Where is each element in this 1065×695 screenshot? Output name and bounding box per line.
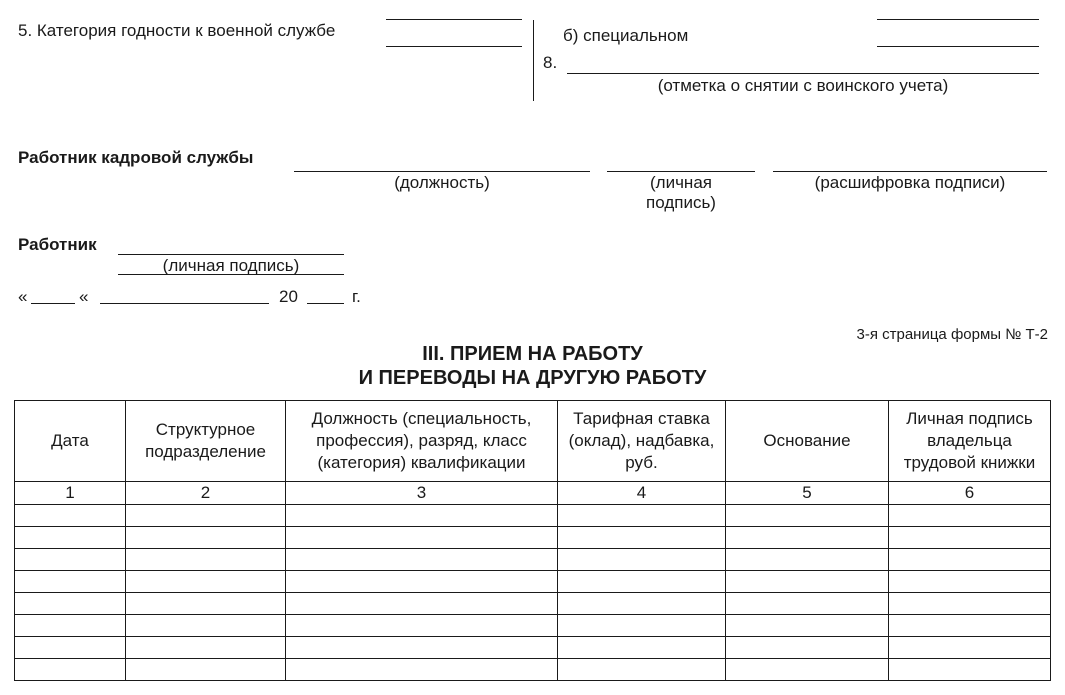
table-cell[interactable] [286,637,558,659]
hr-decoding-line[interactable] [773,171,1047,172]
item-b-label: б) специальном [563,26,689,45]
column-number: 4 [558,482,726,505]
date-day-line[interactable] [31,303,75,304]
table-row [15,593,1051,615]
table-cell[interactable] [126,659,286,681]
table-cell[interactable] [558,659,726,681]
table-cell[interactable] [889,571,1051,593]
column-number-row [15,482,1051,505]
category-field-line-2[interactable] [386,46,522,47]
hr-signature-caption-line1: (личная [650,173,712,192]
column-divider [533,20,534,101]
header-date: Дата [15,401,126,482]
table-cell[interactable] [558,571,726,593]
table-cell[interactable] [889,505,1051,527]
table-row [15,505,1051,527]
table-cell[interactable] [15,549,126,571]
date-year-suffix: г. [352,287,361,306]
date-quote-open: « [18,287,28,306]
employee-signature-line[interactable] [118,254,344,255]
table-cell[interactable] [558,505,726,527]
table-cell[interactable] [558,615,726,637]
table-cell[interactable] [126,637,286,659]
table-cell[interactable] [889,637,1051,659]
table-cell[interactable] [558,637,726,659]
table-cell[interactable] [889,593,1051,615]
hr-signature-caption-line2: подпись) [646,193,716,212]
table-cell[interactable] [126,505,286,527]
page-note: 3-я страница формы № Т-2 [856,326,1048,343]
table-cell[interactable] [286,593,558,615]
table-cell[interactable] [126,527,286,549]
header-position: Должность (специальность, профессия), разряд, класс (категория) квалификации [286,401,558,482]
table-cell[interactable] [889,615,1051,637]
header-signature: Личная подпись владельца трудовой книжки [889,401,1051,482]
column-number: 1 [15,482,126,505]
date-quote-close: « [79,287,89,306]
table-cell[interactable] [286,571,558,593]
table-cell[interactable] [126,549,286,571]
column-number: 5 [726,482,889,505]
table-cell[interactable] [558,593,726,615]
table-cell[interactable] [558,527,726,549]
table-cell[interactable] [15,593,126,615]
table-cell[interactable] [15,659,126,681]
table-row [15,527,1051,549]
special-field-line-2[interactable] [877,46,1039,47]
date-month-line[interactable] [100,303,269,304]
hr-position-caption: (должность) [394,173,490,192]
date-year-prefix: 20 [279,287,298,306]
table-cell[interactable] [15,505,126,527]
table-row [15,615,1051,637]
employee-signature-caption: (личная подпись) [162,256,300,275]
table-cell[interactable] [126,593,286,615]
deregistration-caption: (отметка о снятии с воинского учета) [657,76,949,95]
table-cell[interactable] [286,549,558,571]
table-cell[interactable] [889,659,1051,681]
table-header-row [15,401,1051,482]
table-cell[interactable] [726,549,889,571]
table-cell[interactable] [286,659,558,681]
date-year-line[interactable] [307,303,344,304]
table-cell[interactable] [15,527,126,549]
column-number: 2 [126,482,286,505]
header-rate: Тарифная ставка (оклад), надбавка, руб. [558,401,726,482]
column-number: 6 [889,482,1051,505]
deregistration-mark-line[interactable] [567,73,1039,74]
table-cell[interactable] [726,527,889,549]
header-basis: Основание [726,401,889,482]
hr-decoding-caption: (расшифровка подписи) [814,173,1006,192]
table-cell[interactable] [286,505,558,527]
table-cell[interactable] [15,571,126,593]
table-cell[interactable] [726,593,889,615]
employee-label: Работник [18,235,97,254]
item-5-label: 5. Категория годности к военной службе [18,21,336,40]
table-cell[interactable] [889,527,1051,549]
employee-caption-underline [118,274,344,275]
table-cell[interactable] [889,549,1051,571]
table-row [15,571,1051,593]
table-cell[interactable] [286,527,558,549]
table-cell[interactable] [126,571,286,593]
table-row [15,659,1051,681]
hr-officer-label: Работник кадровой службы [18,148,254,167]
header-department: Структурное подразделение [126,401,286,482]
item-8-number: 8. [543,53,558,72]
table-cell[interactable] [15,615,126,637]
table-cell[interactable] [726,505,889,527]
table-cell[interactable] [726,571,889,593]
table-cell[interactable] [126,615,286,637]
table-cell[interactable] [726,637,889,659]
table-row [15,549,1051,571]
category-field-line-1[interactable] [386,19,522,20]
table-cell[interactable] [726,659,889,681]
table-cell[interactable] [286,615,558,637]
special-field-line-1[interactable] [877,19,1039,20]
column-number: 3 [286,482,558,505]
employment-table [14,400,1051,681]
table-cell[interactable] [15,637,126,659]
hr-signature-line[interactable] [607,171,755,172]
table-cell[interactable] [726,615,889,637]
table-row [15,637,1051,659]
table-cell[interactable] [558,549,726,571]
section-title-line2: И ПЕРЕВОДЫ НА ДРУГУЮ РАБОТУ [358,367,707,389]
section-title-line1: III. ПРИЕМ НА РАБОТУ [422,343,643,365]
hr-position-line[interactable] [294,171,590,172]
